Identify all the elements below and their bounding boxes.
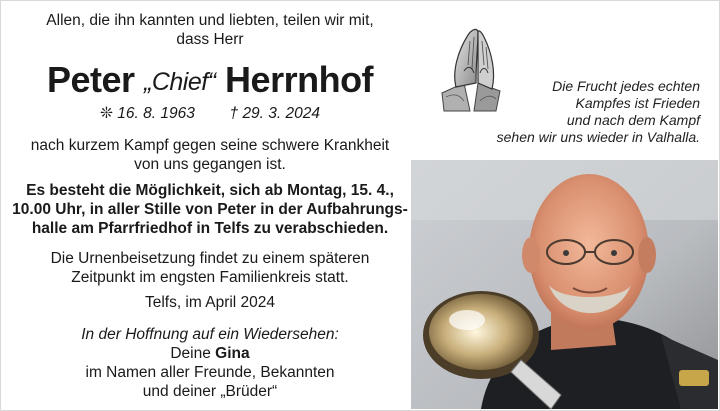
nickname: „Chief“ [144,68,216,96]
death-cross-icon: † [229,105,239,122]
life-dates [0,104,420,123]
farewell-line-1: Es besteht die Möglichkeit, sich ab Montag, 15. 4., [26,182,394,199]
closing-line-1: In der Hoffnung auf ein Wiedersehen: [81,326,339,343]
closing-prefix: Deine [170,345,216,362]
closing-line-4: und deiner „Brüder“ [142,383,278,400]
farewell-paragraph [0,181,420,238]
portrait-photo [411,160,718,409]
death-date: 29. 3. 2024 [242,105,321,122]
closing-line-3: im Namen aller Freunde, Bekannten [85,364,335,381]
burial-line-1: Die Urnenbeisetzung findet zu einem späteren [50,250,370,267]
farewell-line-3: halle am Pfarrfriedhof in Telfs zu verabschieden. [31,220,389,237]
quote-line-4: sehen wir uns wieder in Valhalla. [496,129,700,145]
place-and-date: Telfs, im April 2024 [144,294,276,311]
intro-line-1: Allen, die ihn kannten und liebten, teilen wir mit, [46,12,374,29]
passing-line-2: von uns gegangen ist. [134,156,286,173]
burial-paragraph [0,249,420,287]
passing-paragraph [0,136,420,174]
closing-line-2 [0,344,420,363]
burial-line-2: Zeitpunkt im engsten Familienkreis statt. [71,269,349,286]
birth-symbol-icon: ❊ [99,105,113,122]
farewell-line-2: 10.00 Uhr, in aller Stille von Peter in der Aufbahrungs- [12,201,408,218]
first-name: Peter [46,59,135,100]
last-name: Herrnhof [225,59,374,100]
intro-line-2: dass Herr [176,31,244,48]
closing-signature [0,325,420,401]
quote-line-2: Kampfes ist Frieden [575,95,700,111]
quote-text [490,78,700,146]
birth-date: 16. 8. 1963 [117,105,195,122]
quote-line-1: Die Frucht jedes echten [552,78,700,94]
signer-name: Gina [215,345,250,362]
passing-line-1: nach kurzem Kampf gegen seine schwere Krankheit [30,137,390,154]
intro-text [0,11,420,49]
deceased-name [0,60,420,104]
quote-line-3: und nach dem Kampf [566,112,700,128]
